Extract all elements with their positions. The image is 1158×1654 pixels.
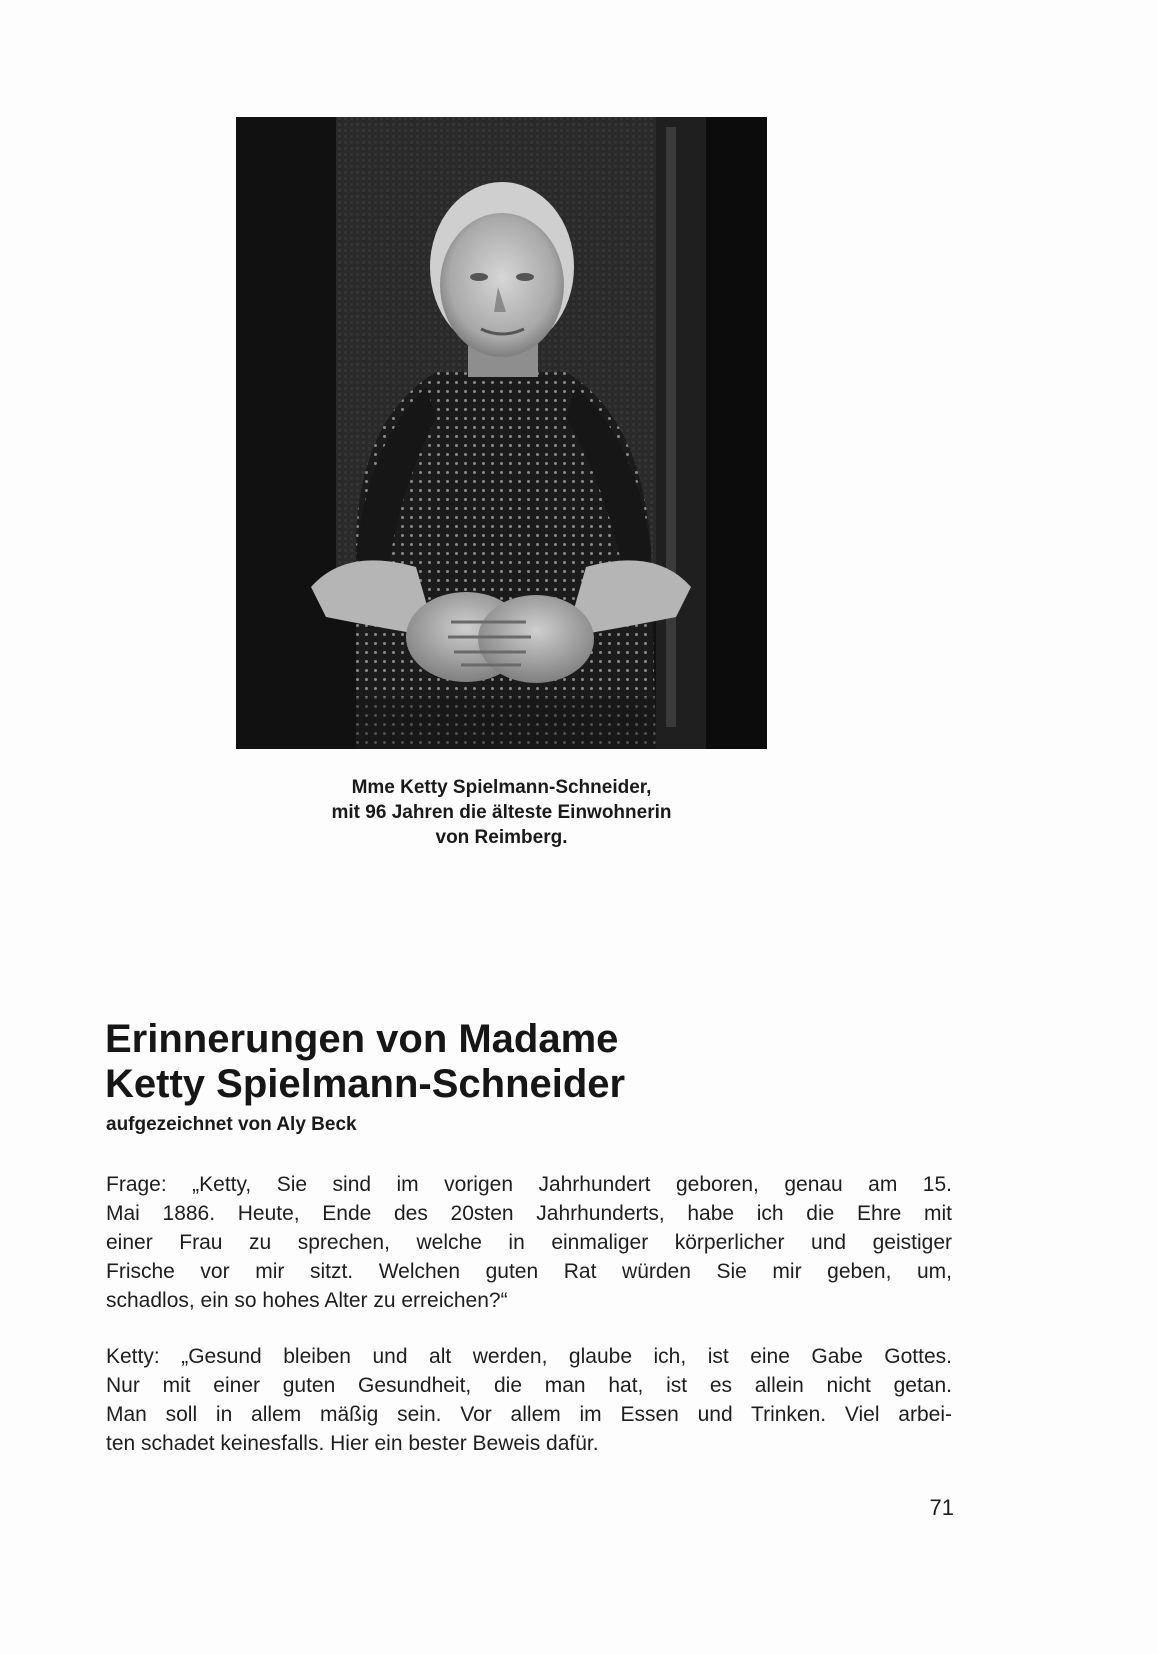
paragraph-line: Mai 1886. Heute, Ende des 20sten Jahrhunderts, habe ich die Ehre mit	[106, 1202, 952, 1225]
caption-line: Mme Ketty Spielmann-Schneider,	[351, 777, 652, 798]
paragraph-line: schadlos, ein so hohes Alter zu erreichen?“	[106, 1289, 508, 1312]
paragraph-question	[106, 1170, 952, 1315]
page-number: 71	[929, 1495, 954, 1520]
paragraph-line: ten schadet keinesfalls. Hier ein bester Beweis dafür.	[106, 1432, 599, 1455]
title-line: Ketty Spielmann-Schneider	[105, 1062, 626, 1106]
caption-line: mit 96 Jahren die älteste Einwohnerin	[331, 802, 672, 823]
caption-line: von Reimberg.	[435, 827, 568, 848]
article-byline: aufgezeichnet von Aly Beck	[106, 1114, 357, 1135]
paragraph-line: Nur mit einer guten Gesundheit, die man hat, ist es allein nicht getan.	[106, 1374, 952, 1397]
paragraph-line: Frische vor mir sitzt. Welchen guten Rat würden Sie mir geben, um,	[106, 1260, 952, 1283]
paragraph-answer	[106, 1342, 952, 1458]
portrait-photo	[236, 117, 767, 749]
paragraph-line: Frage: „Ketty, Sie sind im vorigen Jahrhundert geboren, genau am 15.	[106, 1173, 952, 1196]
paragraph-line: einer Frau zu sprechen, welche in einmaliger körperlicher und geistiger	[106, 1231, 952, 1254]
photo-caption	[236, 775, 767, 850]
title-line: Erinnerungen von Madame	[105, 1017, 619, 1061]
paragraph-line: Man soll in allem mäßig sein. Vor allem im Essen und Trinken. Viel arbei-	[106, 1403, 952, 1426]
article-title	[105, 1017, 1005, 1107]
paragraph-line: Ketty: „Gesund bleiben und alt werden, glaube ich, ist eine Gabe Gottes.	[106, 1345, 952, 1368]
